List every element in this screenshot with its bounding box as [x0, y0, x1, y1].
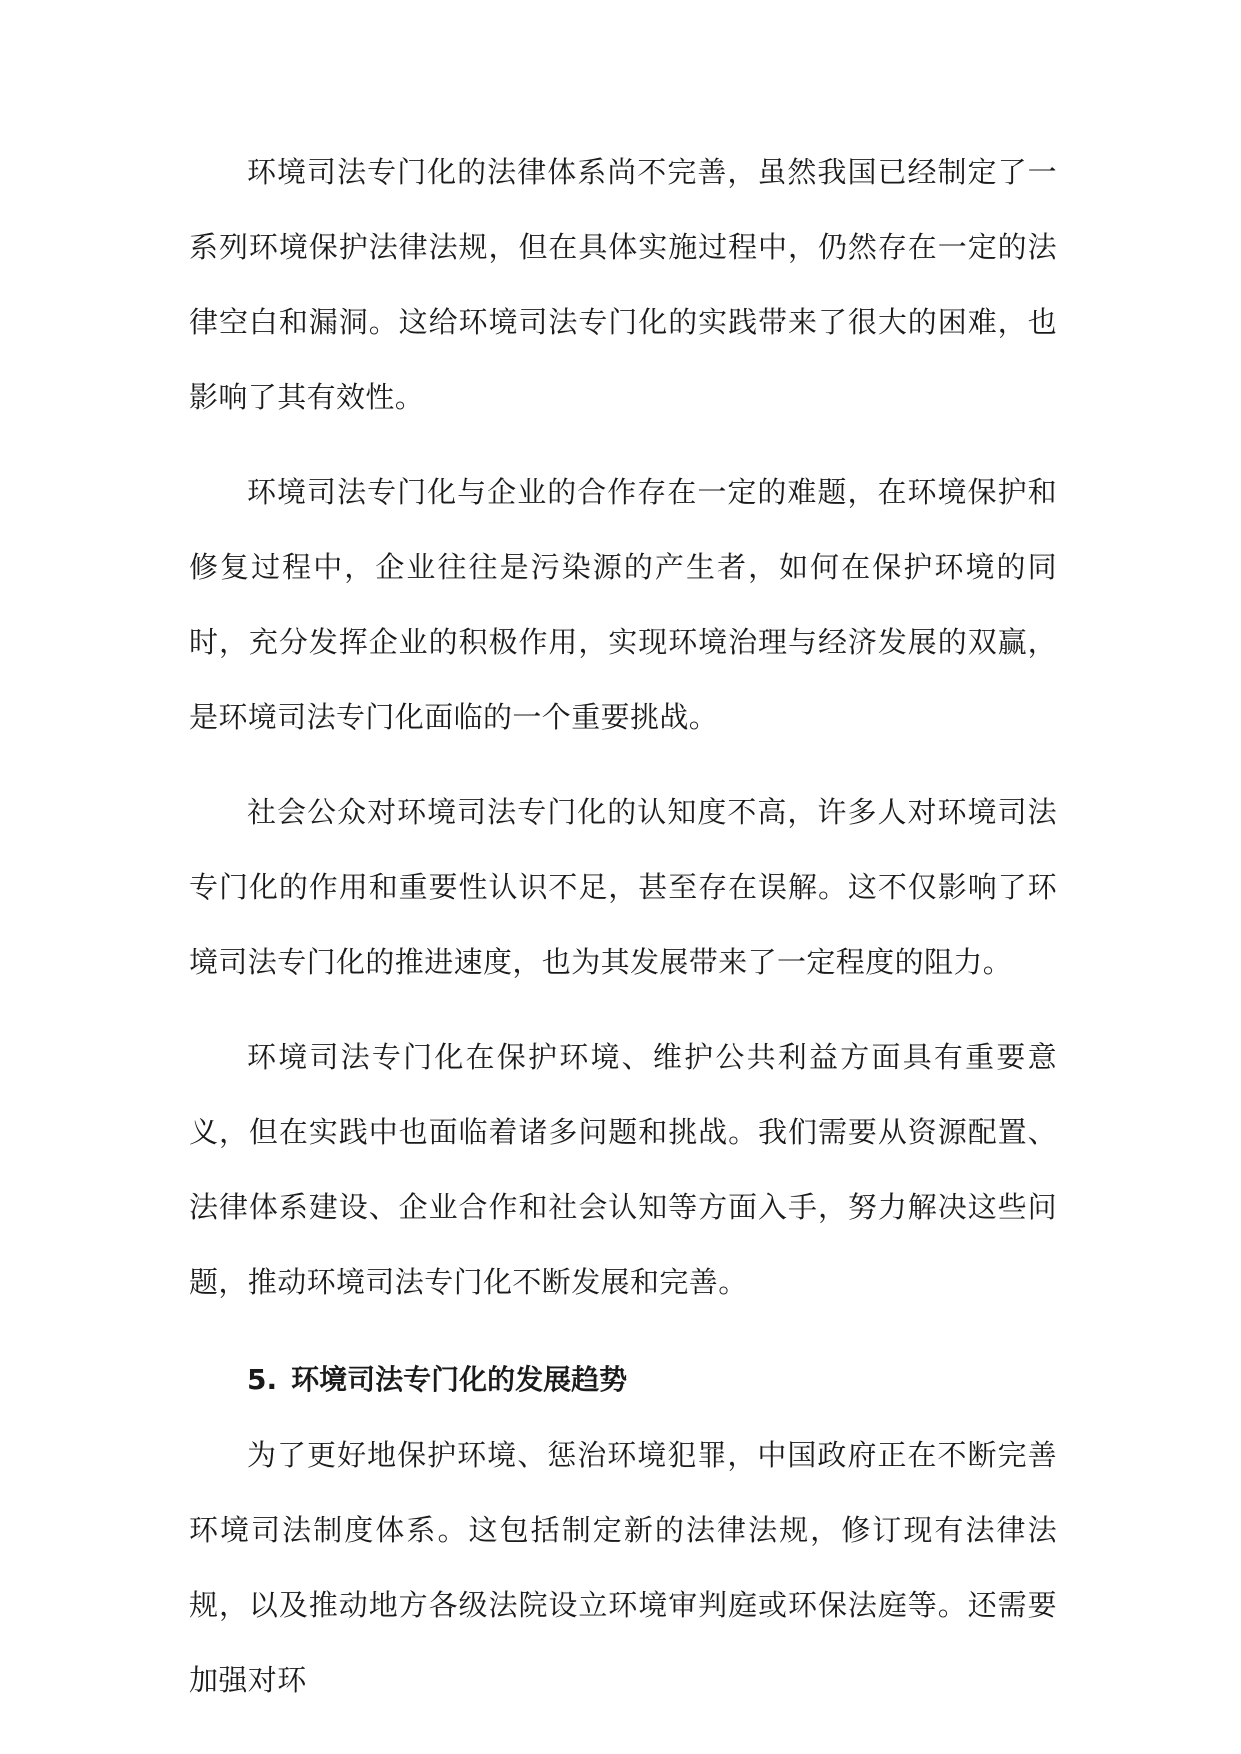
section-heading	[189, 1350, 1057, 1410]
section-number: 5.	[247, 1363, 278, 1396]
paragraph: 社会公众对环境司法专门化的认知度不高，许多人对环境司法专门化的作用和重要性认识不足，甚至存在误解。这不仅影响了环境司法专门化的推进速度，也为其发展带来了一定程度的阻力。	[189, 795, 1057, 979]
paragraph: 环境司法专门化与企业的合作存在一定的难题，在环境保护和修复过程中，企业往往是污染源的产生者，如何在保护环境的同时，充分发挥企业的积极作用，实现环境治理与经济发展的双赢，是环境司法专门化面临的一个重要挑战。	[189, 475, 1057, 734]
paragraph: 为了更好地保护环境、惩治环境犯罪，中国政府正在不断完善环境司法制度体系。这包括制定新的法律法规，修订现有法律法规，以及推动地方各级法院设立环境审判庭或环保法庭等。还需要加强对环	[189, 1438, 1057, 1697]
section-title: 环境司法专门化的发展趋势	[291, 1363, 628, 1396]
paragraph: 环境司法专门化在保护环境、维护公共利益方面具有重要意义，但在实践中也面临着诸多问题和挑战。我们需要从资源配置、法律体系建设、企业合作和社会认知等方面入手，努力解决这些问题，推动环境司法专门化不断发展和完善。	[189, 1040, 1057, 1299]
paragraph: 环境司法专门化的法律体系尚不完善，虽然我国已经制定了一系列环境保护法律法规，但在具体实施过程中，仍然存在一定的法律空白和漏洞。这给环境司法专门化的实践带来了很大的困难，也影响了其有效性。	[189, 155, 1057, 414]
document-page	[189, 135, 1057, 1738]
